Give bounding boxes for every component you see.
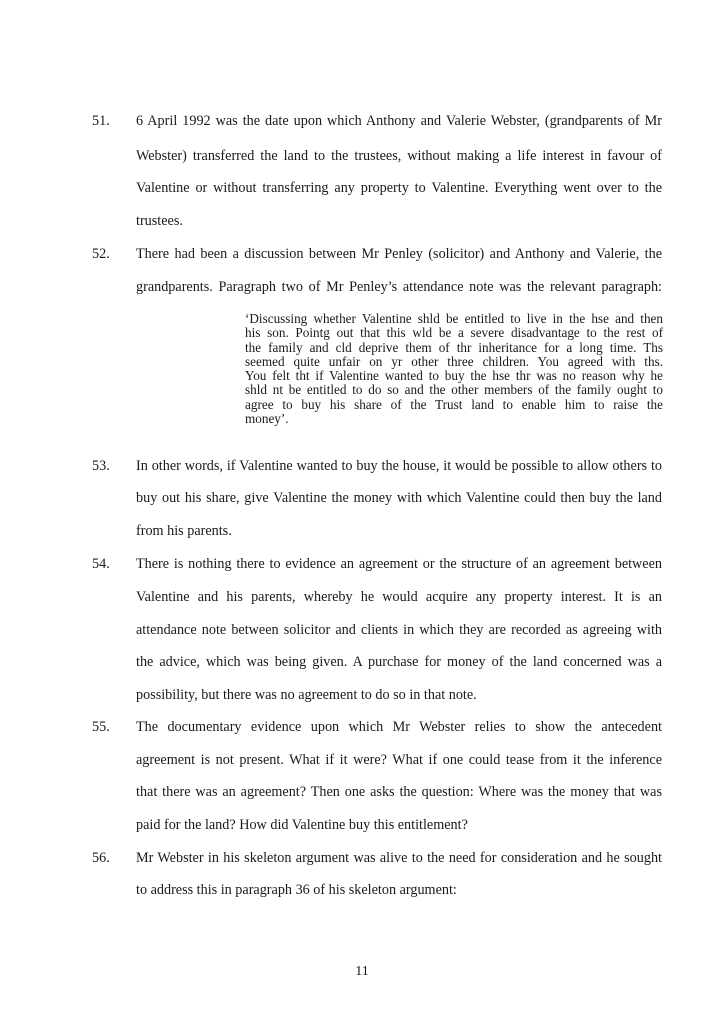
quote-line: his son. Pointg out that this wld be a severe disadvantage to the rest of — [245, 325, 663, 341]
quote-line: seemed quite unfair on yr other three children. You agreed with ths. — [245, 353, 663, 369]
paragraph-number: 51. — [92, 113, 110, 129]
paragraph-number: 53. — [92, 458, 110, 474]
paragraph-line: The documentary evidence upon which Mr Webster relies to show the antecedent — [136, 719, 662, 735]
paragraph-line: the advice, which was being given. A purchase for money of the land concerned was a — [136, 654, 662, 670]
paragraph-number: 56. — [92, 850, 110, 866]
paragraph-line: Mr Webster in his skeleton argument was alive to the need for consideration and he sought — [136, 850, 662, 866]
paragraph-line: There is nothing there to evidence an agreement or the structure of an agreement between — [136, 556, 662, 572]
paragraph-line: Webster) transferred the land to the trustees, without making a life interest in favour of — [136, 148, 662, 164]
quote-line: the family and cld deprive them of thr inheritance for a long time. Ths — [245, 339, 663, 355]
paragraph-line: buy out his share, give Valentine the money with which Valentine could then buy the land — [136, 490, 662, 506]
quote-line: ‘Discussing whether Valentine shld be entitled to live in the hse and then — [245, 311, 663, 326]
quote-line: money’. — [245, 411, 289, 427]
paragraph-line: to address this in paragraph 36 of his skeleton argument: — [136, 882, 457, 898]
paragraph-number: 55. — [92, 719, 110, 735]
paragraph-line: grandparents. Paragraph two of Mr Penley’s attendance note was the relevant paragraph: — [136, 279, 662, 295]
paragraph-line: Valentine and his parents, whereby he would acquire any property interest. It is an — [136, 589, 662, 605]
paragraph-line: possibility, but there was no agreement to do so in that note. — [136, 687, 477, 703]
paragraph-line: agreement is not present. What if it were? What if one could tease from it the inference — [136, 752, 662, 768]
paragraph-line: There had been a discussion between Mr Penley (solicitor) and Anthony and Valerie, the — [136, 246, 662, 262]
paragraph-line: 6 April 1992 was the date upon which Anthony and Valerie Webster, (grandparents of Mr — [136, 113, 662, 129]
paragraph-line: Valentine or without transferring any property to Valentine. Everything went over to the — [136, 180, 662, 196]
paragraph-line: from his parents. — [136, 523, 232, 539]
page-number: 11 — [355, 964, 369, 979]
paragraph-line: that there was an agreement? Then one asks the question: Where was the money that was — [136, 784, 662, 800]
block-quote — [245, 312, 663, 426]
paragraph-line: attendance note between solicitor and clients in which they are recorded as agreeing with — [136, 622, 662, 638]
paragraph-line: trustees. — [136, 213, 183, 229]
paragraph-line: paid for the land? How did Valentine buy this entitlement? — [136, 817, 468, 833]
paragraph-number: 54. — [92, 556, 110, 572]
quote-line: agree to buy his share of the Trust land to enable him to raise the — [245, 396, 663, 412]
quote-line: shld nt be entitled to do so and the other members of the family ought to — [245, 382, 663, 398]
quote-line: You felt tht if Valentine wanted to buy the hse thr was no reason why he — [245, 368, 663, 384]
paragraph-line: In other words, if Valentine wanted to buy the house, it would be possible to allow others to — [136, 458, 662, 474]
paragraph-number: 52. — [92, 246, 110, 262]
